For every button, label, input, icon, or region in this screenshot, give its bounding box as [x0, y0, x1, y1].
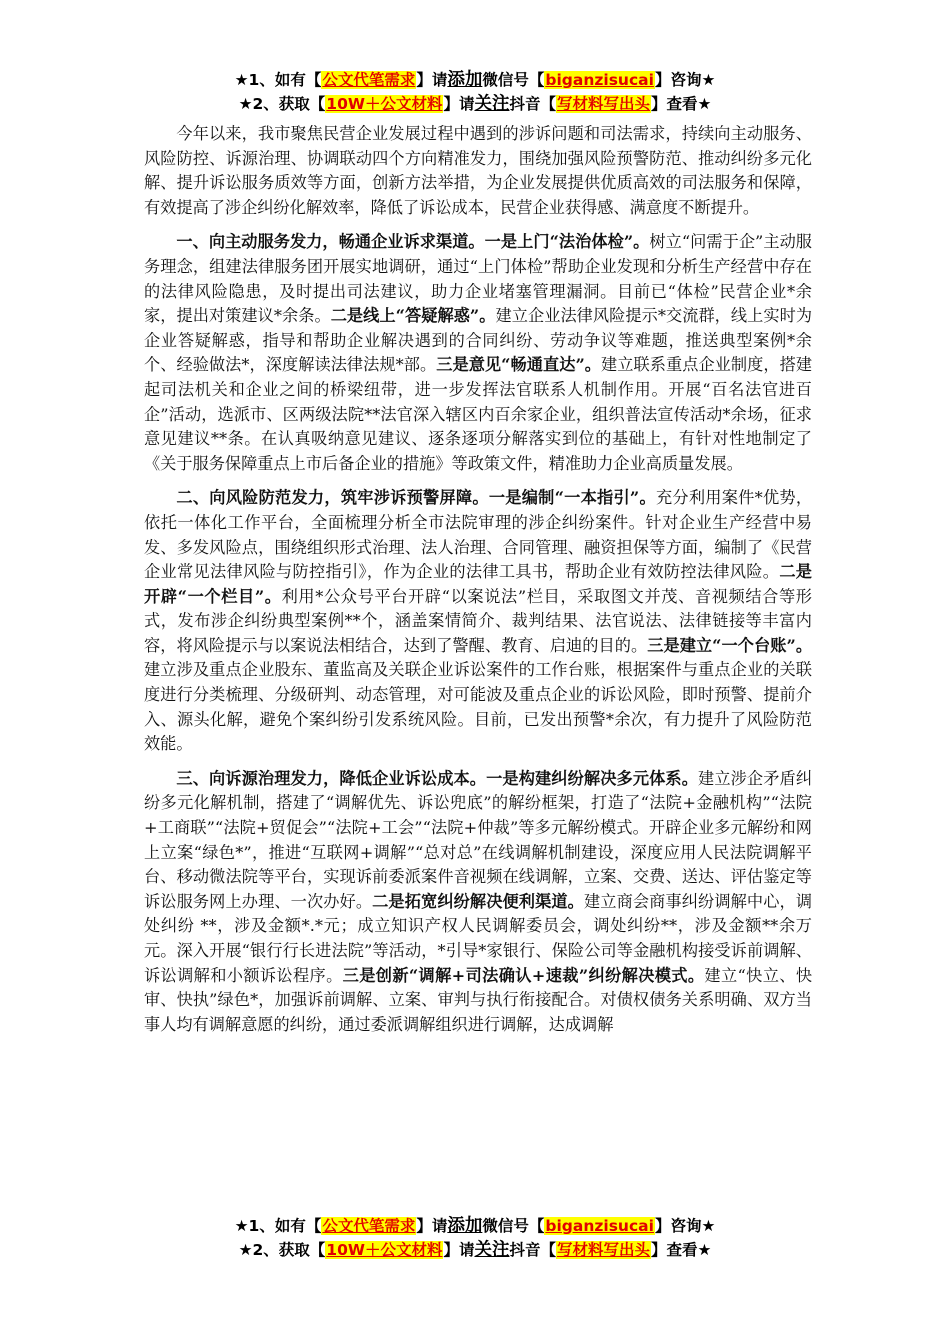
- highlight-service[interactable]: 公文代笔需求: [322, 71, 416, 89]
- banner-text: 】请: [416, 1217, 448, 1235]
- point-text: 建立商会商事纠纷调解中心，调处纠纷 **，涉及金额*.*元；成立知识产权人民调解委员会，调处纠纷**，涉及金额**余万元。深入开展“银行行长进法院”等活动，*引导*家银行、保险公司等金融机构接受诉前调解、诉讼调解和小额诉讼程序。: [144, 891, 813, 985]
- section-2-paragraph: [144, 486, 812, 757]
- banner-text: 】请: [416, 71, 448, 89]
- highlight-wechat-id[interactable]: biganzisucai: [545, 71, 654, 89]
- banner-line-2: [0, 92, 950, 116]
- banner-line-2: [0, 1238, 950, 1262]
- point-lead: 三是意见“畅通直达”。: [436, 355, 602, 375]
- point-text: 充分利用案件*优势，依托一体化工作平台，全面梳理分析全市法院审理的涉企纠纷案件。针对企业生产经营中易发、多发风险点，围绕组织形式治理、法人治理、合同管理、融资担保等方面，编制了《民营企业常见法律风险与防控指引》，作为企业的法律工具书，帮助企业有效防控法律风险。: [144, 488, 813, 582]
- point-text: 建立“快立、快审、快执”绿色*，加强诉前调解、立案、审判与执行衔接配合。对债权债务关系明确、双方当事人均有调解意愿的纠纷，通过委派调解组织进行调解，达成调解: [144, 965, 813, 1034]
- banner-line-1: [0, 68, 950, 92]
- banner-text: 】请: [443, 95, 475, 113]
- point-text: 建立联系重点企业制度，搭建起司法机关和企业之间的桥梁纽带，进一步发挥法官联系人机制作用。开展“百名法官进百企”活动，选派市、区两级法院**法官深入辖区内百余家企业，组织普法宣传活动*余场，征求意见建议**条。在认真吸纳意见建议、逐条逐项分解落实到位的基础上，有针对性地制定了《关于服务保障重点上市后备企业的措施》等政策文件，精准助力企业高质量发展。: [144, 355, 813, 473]
- point-lead: 一是构建纠纷解决多元体系。: [486, 768, 699, 788]
- point-text: 建立涉及重点企业股东、董监高及关联企业诉讼案件的工作台账，根据案件与重点企业的关联度进行分类梳理、分级研判、动态管理，对可能波及重点企业的诉讼风险，即时预警、提前介入、源头化解，避免个案纠纷引发系统风险。目前，已发出预警*余次，有力提升了风险防范效能。: [144, 660, 812, 754]
- point-text: 建立涉企矛盾纠纷多元化解机制，搭建了“调解优先、诉讼兜底”的解纷框架，打造了“法院+金融机构”“法院+工商联”“法院+贸促会”“法院+工会”“法院+仲裁”等多元解纷模式。开辟企业多元解纷和网上立案“绿色*”，推进“互联网+调解”“总对总”在线调解机制建设，深度应用人民法院调解平台、移动微法院等平台，实现诉前委派案件音视频在线调解，立案、交费、送达、评估鉴定等诉讼服务网上办理、一次办好。: [144, 768, 813, 911]
- section-heading: 二、向风险防范发力，筑牢涉诉预警屏障。: [176, 488, 489, 508]
- banner-text: 抖音【: [509, 95, 556, 113]
- point-lead: 三是建立“一个台账”。: [647, 635, 813, 655]
- point-lead: 一是上门“法治体检”。: [484, 232, 650, 252]
- highlight-materials[interactable]: 10W＋公文材料: [326, 1241, 443, 1259]
- banner-text: 】查看★: [651, 1241, 712, 1259]
- banner-text: ★2、获取【: [238, 95, 326, 113]
- banner-text: 抖音【: [509, 1241, 556, 1259]
- banner-text: ★1、如有【: [234, 1217, 322, 1235]
- banner-text: 】请: [443, 1241, 475, 1259]
- banner-emphasis: 关注: [474, 94, 510, 114]
- banner-line-1: [0, 1214, 950, 1238]
- point-lead: 三是创新“调解+司法确认+速裁”纠纷解决模式。: [342, 965, 705, 985]
- footer-banner: [0, 1214, 950, 1262]
- banner-text: ★1、如有【: [234, 71, 322, 89]
- highlight-materials[interactable]: 10W＋公文材料: [326, 95, 443, 113]
- banner-emphasis: 添加: [447, 1216, 483, 1236]
- intro-paragraph: 今年以来，我市聚焦民营企业发展过程中遇到的涉诉问题和司法需求，持续向主动服务、风险防控、诉源治理、协调联动四个方向精准发力，围绕加强风险预警防范、推动纠纷多元化解、提升诉讼服务质效等方面，创新方法举措，为企业发展提供优质高效的司法服务和保障，有效提高了涉企纠纷化解效率，降低了诉讼成本，民营企业获得感、满意度不断提升。: [144, 124, 812, 217]
- banner-emphasis: 关注: [474, 1240, 510, 1260]
- section-heading: 一、向主动服务发力，畅通企业诉求渠道。: [176, 232, 485, 252]
- point-lead: 二是拓宽纠纷解决便利渠道。: [372, 891, 584, 911]
- banner-text: 】查看★: [651, 95, 712, 113]
- section-1-paragraph: [144, 230, 812, 476]
- point-text: 建立企业法律风险提示*交流群，线上实时为企业答疑解惑，指导和帮助企业解决遇到的合同纠纷、劳动争议等难题，推送典型案例*余个、经验做法*，深度解读法律法规*部。: [144, 306, 813, 375]
- highlight-service[interactable]: 公文代笔需求: [322, 1217, 416, 1235]
- point-text: 树立“问需于企”主动服务理念，组建法律服务团开展实地调研，通过“上门体检”帮助企业发现和分析生产经营中存在的法律风险隐患，及时提出司法建议，助力企业堵塞管理漏洞。目前已“体检”民营企业*余家，提出对策建议*余条。: [144, 232, 812, 326]
- highlight-wechat-id[interactable]: biganzisucai: [545, 1217, 654, 1235]
- banner-text: 微信号【: [482, 71, 545, 89]
- point-lead: 二是开辟“一个栏目”。: [144, 562, 812, 606]
- banner-text: 】咨询★: [654, 71, 716, 89]
- highlight-douyin-account[interactable]: 写材料写出头: [556, 95, 650, 113]
- highlight-douyin-account[interactable]: 写材料写出头: [556, 1241, 650, 1259]
- section-heading: 三、向诉源治理发力，降低企业诉讼成本。: [176, 768, 487, 788]
- banner-text: ★2、获取【: [238, 1241, 326, 1259]
- header-banner: [0, 68, 950, 116]
- banner-text: 微信号【: [482, 1217, 545, 1235]
- banner-emphasis: 添加: [447, 70, 483, 90]
- point-text: 利用*公众号平台开辟“以案说法”栏目，采取图文并茂、音视频结合等形式，发布涉企纠纷典型案例**个，涵盖案情简介、裁判结果、法官说法、法律链接等丰富内容，将风险提示与以案说法相结合，达到了警醒、教育、启迪的目的。: [144, 586, 812, 655]
- point-lead: 二是线上“答疑解惑”。: [330, 306, 496, 326]
- section-3-paragraph: [144, 767, 812, 1038]
- point-lead: 一是编制“一本指引”。: [488, 488, 656, 508]
- banner-text: 】咨询★: [654, 1217, 716, 1235]
- document-body: [144, 122, 812, 1037]
